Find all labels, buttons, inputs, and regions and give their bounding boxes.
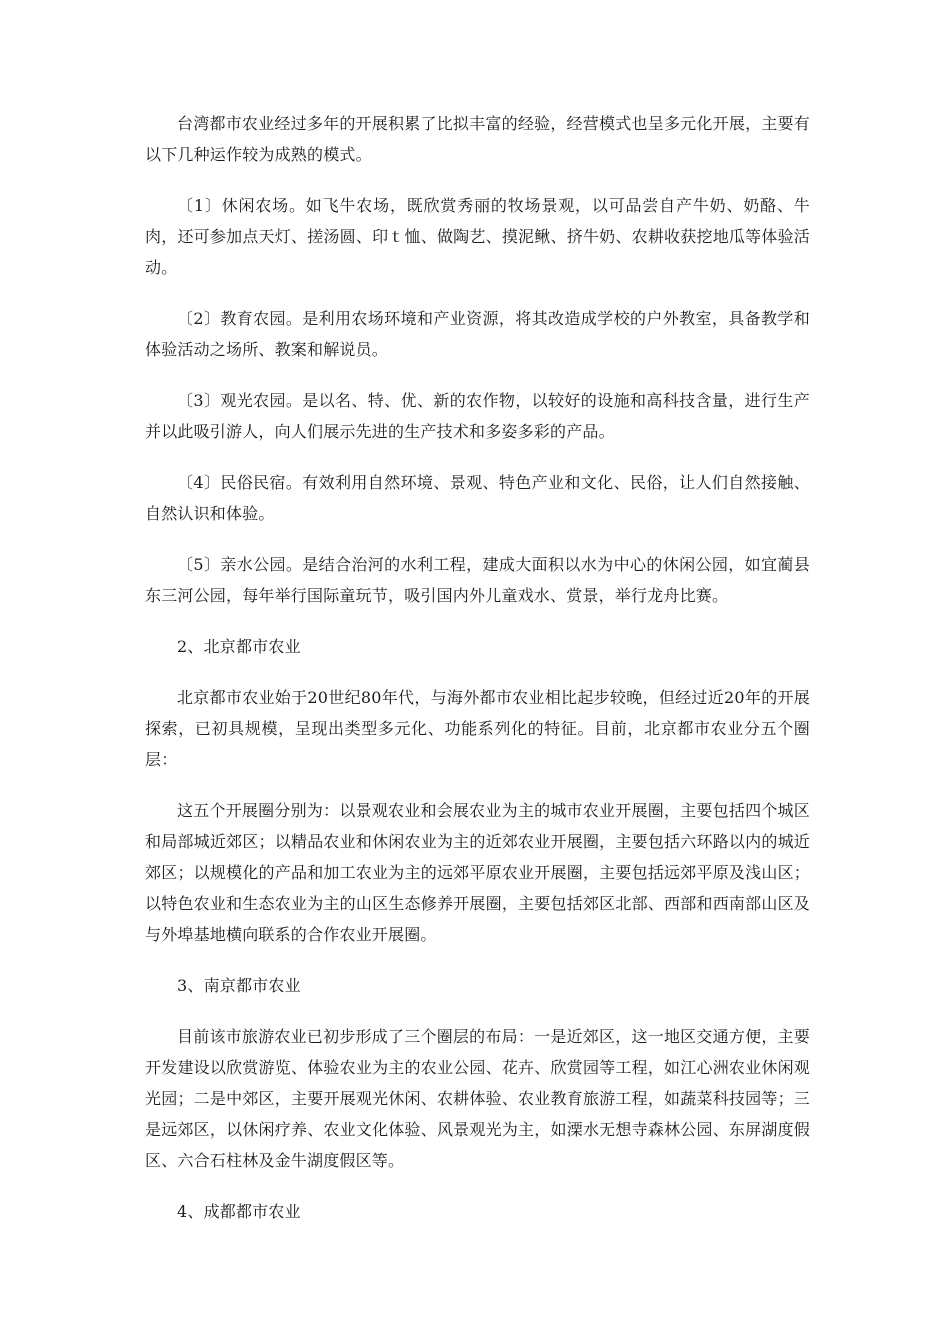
document-body: [145, 108, 810, 1247]
paragraph-leisure-farm: 〔1〕休闲农场。如飞牛农场，既欣赏秀丽的牧场景观，以可品尝自产牛奶、奶酪、牛肉，还可参加点天灯、搓汤圆、印ｔ恤、做陶艺、摸泥鳅、挤牛奶、农耕收获挖地瓜等体验活动。: [145, 196, 810, 277]
paragraph-folk-homestay: 〔4〕民俗民宿。有效利用自然环境、景观、特色产业和文化、民俗，让人们自然接触、自然认识和体验。: [145, 473, 810, 523]
paragraph-beijing-intro: 北京都市农业始于20世纪80年代，与海外都市农业相比起步较晚，但经过近20年的开展探索，已初具规模，呈现出类型多元化、功能系列化的特征。目前，北京都市农业分五个圈层：: [145, 688, 810, 769]
paragraph-taiwan-intro: 台湾都市农业经过多年的开展积累了比拟丰富的经验，经营模式也呈多元化开展，主要有以下几种运作较为成熟的模式。: [145, 114, 810, 164]
section-heading-beijing: 2、北京都市农业: [177, 637, 301, 656]
paragraph-water-park: 〔5〕亲水公园。是结合治河的水利工程，建成大面积以水为中心的休闲公园，如宜蔺县东三河公园，每年举行国际童玩节，吸引国内外儿童戏水、赏景，举行龙舟比赛。: [145, 555, 810, 605]
paragraph-education-farm: 〔2〕教育农园。是利用农场环境和产业资源，将其改造成学校的户外教室，具备教学和体验活动之场所、教案和解说员。: [145, 309, 810, 359]
paragraph-nanjing-layout: 目前该市旅游农业已初步形成了三个圈层的布局：一是近郊区，这一地区交通方便，主要开发建设以欣赏游览、体验农业为主的农业公园、花卉、欣赏园等工程，如江心洲农业休闲观光园；二是中郊区，主要开展观光休闲、农耕体验、农业教育旅游工程，如蔬菜科技园等；三是远郊区，以休闲疗养、农业文化体验、风景观光为主，如溧水无想寺森林公园、东屏湖度假区、六合石柱林及金牛湖度假区等。: [145, 1027, 810, 1170]
paragraph-beijing-circles: 这五个开展圈分别为：以景观农业和会展农业为主的城市农业开展圈，主要包括四个城区和局部城近郊区；以精品农业和休闲农业为主的近郊农业开展圈，主要包括六环路以内的城近郊区；以规模化的产品和加工农业为主的远郊平原农业开展圈，主要包括远郊平原及浅山区；以特色农业和生态农业为主的山区生态修养开展圈，主要包括郊区北部、西部和西南部山区及与外埠基地横向联系的合作农业开展圈。: [145, 801, 810, 944]
section-heading-nanjing: 3、南京都市农业: [177, 976, 301, 995]
section-heading-chengdu: 4、成都都市农业: [177, 1202, 301, 1221]
paragraph-sightseeing-farm: 〔3〕观光农园。是以名、特、优、新的农作物，以较好的设施和高科技含量，进行生产并以此吸引游人，向人们展示先进的生产技术和多姿多彩的产品。: [145, 391, 810, 441]
